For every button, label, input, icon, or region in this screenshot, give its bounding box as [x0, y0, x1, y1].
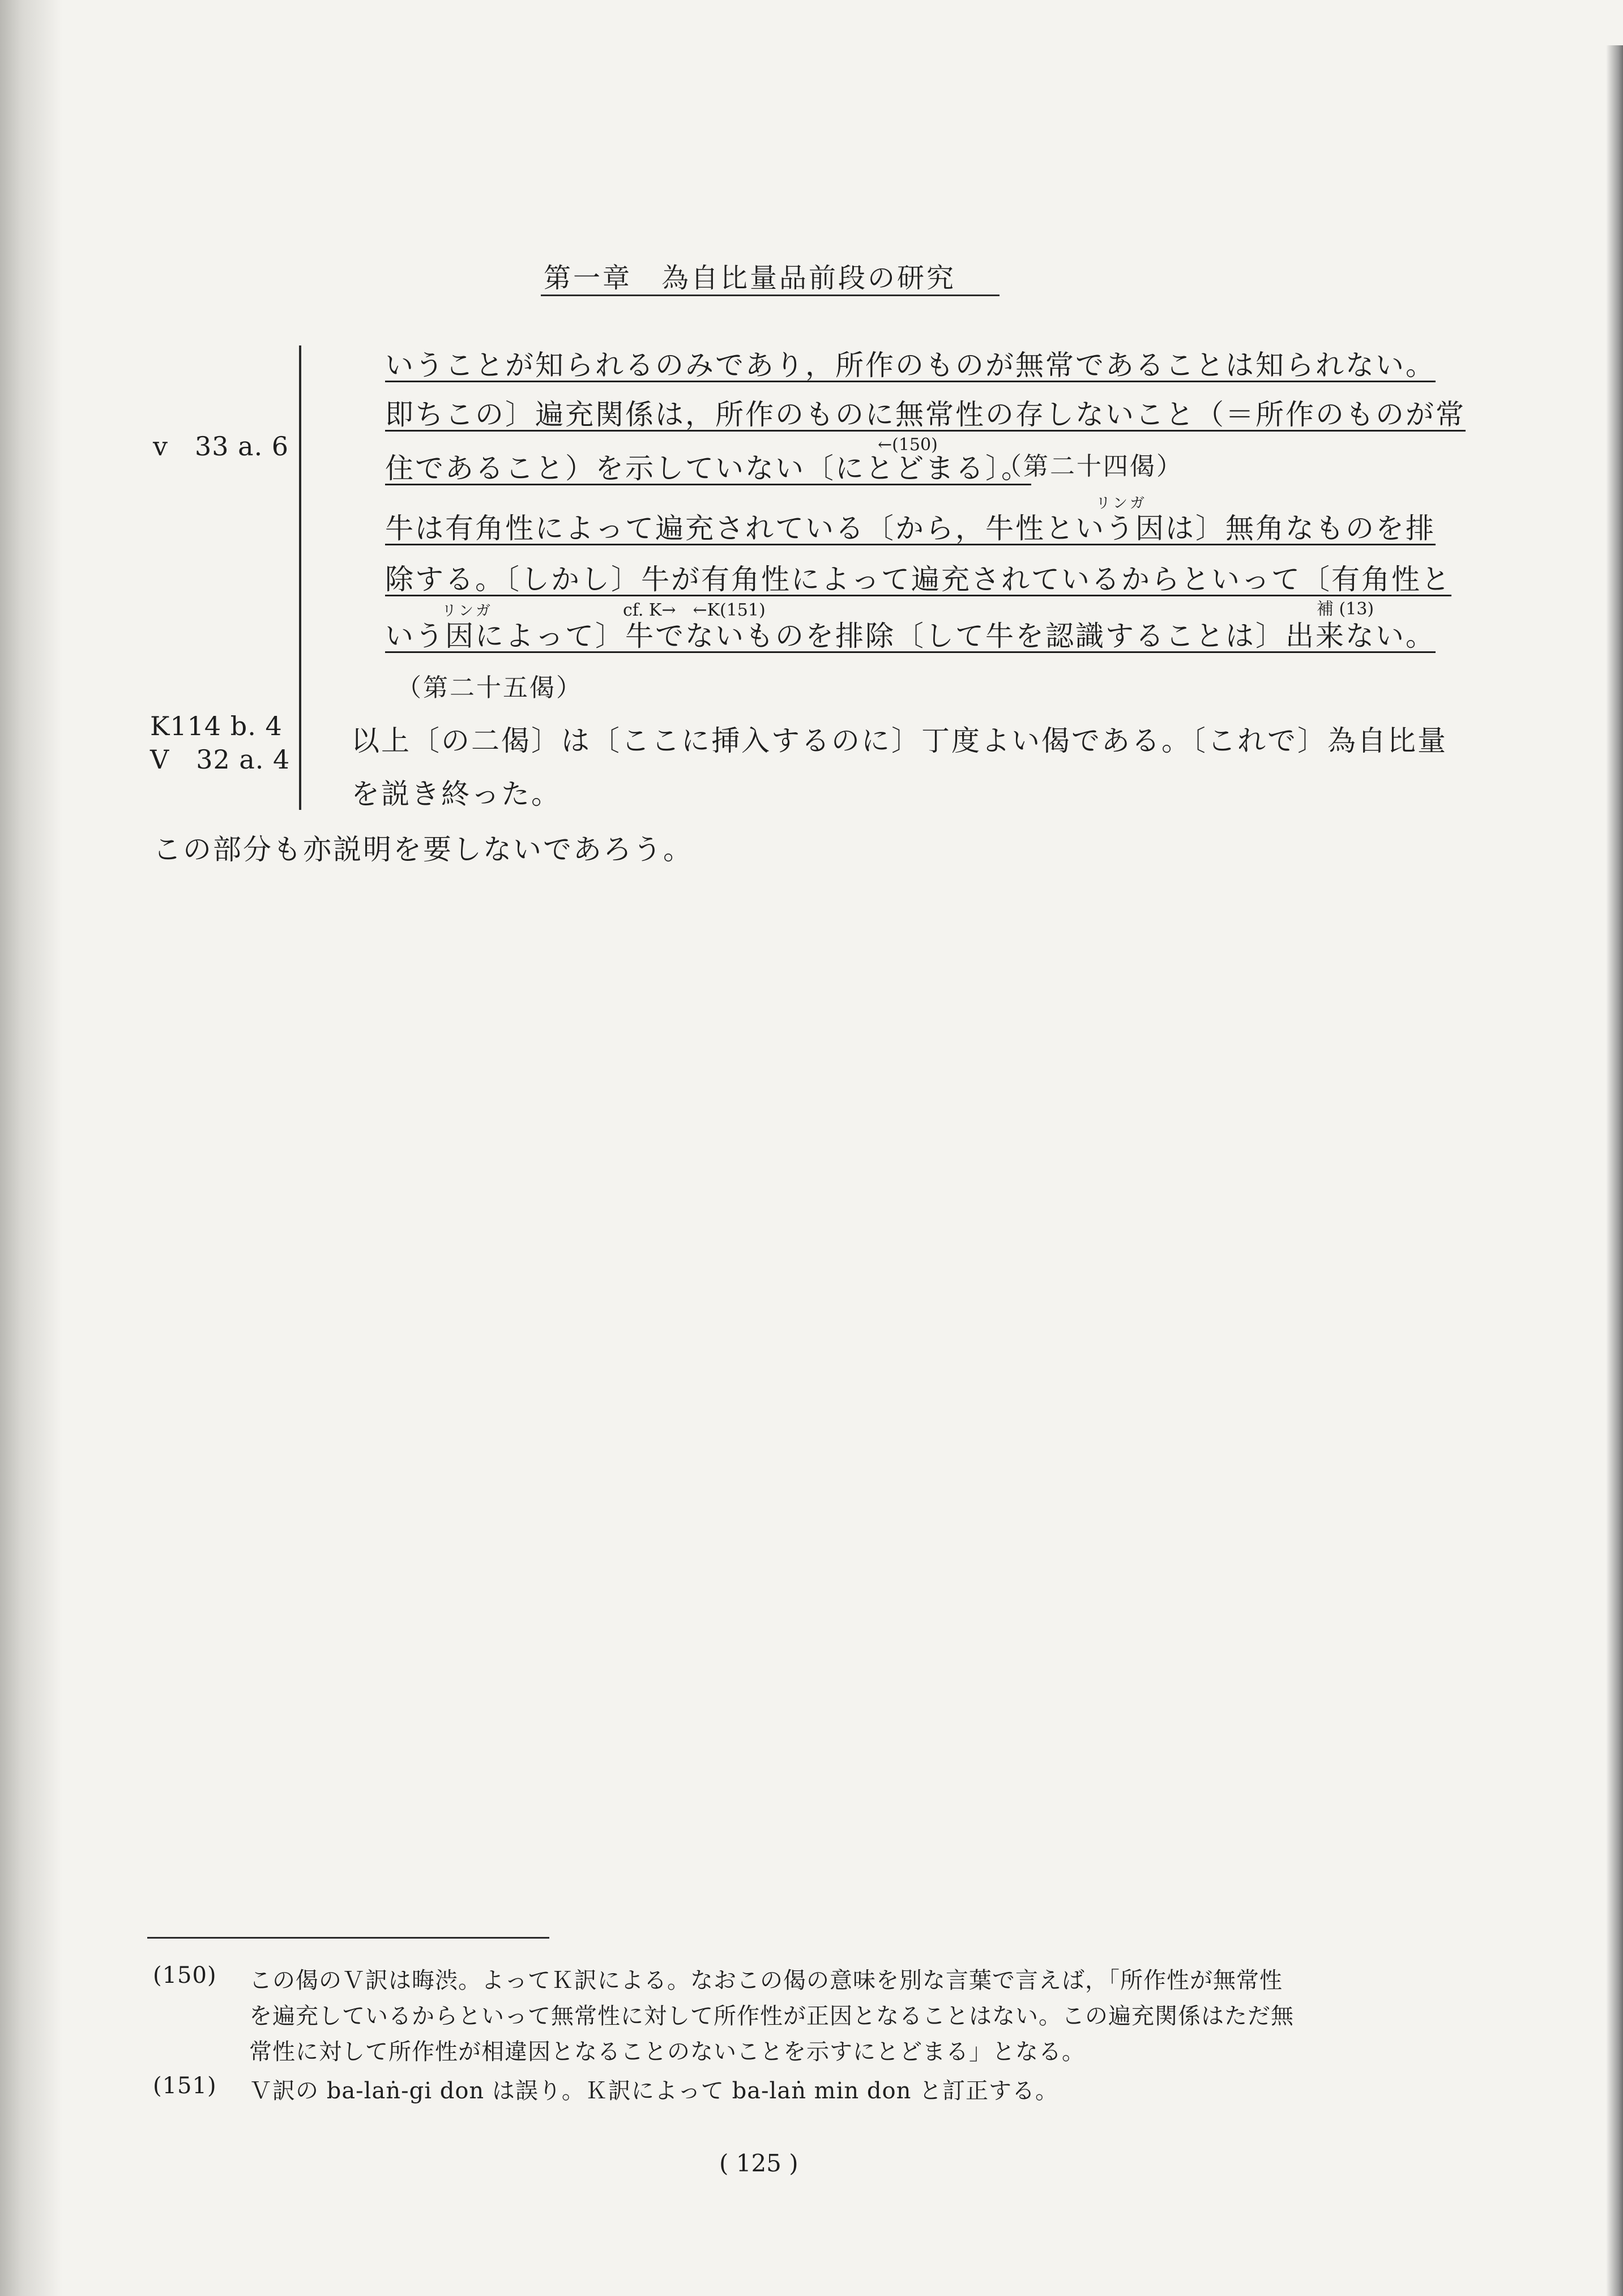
supplement-marker-13: 補 (13) — [1317, 599, 1374, 619]
paragraph-line-1: 以上〔の二偈〕は〔ここに挿入するのに〕丁度よい偈である。〔これで〕為自比量 — [351, 724, 1447, 757]
footnote-150-number: (150) — [153, 1962, 217, 1988]
footnote-151-number: (151) — [153, 2073, 217, 2099]
verse-line-1: いうことが知られるのみであり，所作のものが無常であることは知られない。 — [385, 349, 1436, 382]
cf-k-marker: cf. K→ ←K(151) — [623, 600, 766, 620]
verse-line-4: 牛は有角性によって遍充されている〔から，牛性という因は〕無角なものを排 — [385, 512, 1436, 545]
margin-ref-v33: v 33 a. 6 — [153, 431, 289, 462]
page-number: ( 125 ) — [719, 2149, 798, 2177]
verse-line-2: 即ちこの〕遍充関係は，所作のものに無常性の存しないこと（＝所作のものが常 — [385, 398, 1466, 431]
footnote-151-line: Ｖ訳の ba-laṅ-gi don は誤り。Ｋ訳によって ba-laṅ min don と訂正する。 — [249, 2078, 1059, 2104]
ruby-ringa-1: リンガ — [1096, 495, 1147, 512]
verse-line-6: いう因によって〕牛でないものを排除〔して牛を認識することは〕出来ない。 — [385, 620, 1436, 652]
verse-line-3: 住であること）を示していない〔にとどまる〕。 — [385, 452, 1031, 485]
verse-number-25: （第二十五偈） — [396, 673, 583, 702]
scan-shadow-left — [0, 0, 62, 2296]
margin-ref-v32: V 32 a. 4 — [150, 744, 291, 775]
verse-line-5: 除する。〔しかし〕牛が有角性によって遍充されているからといって〔有角性と — [385, 563, 1451, 596]
footnote-marker-150: ←(150) — [878, 435, 938, 455]
footnote-rule — [147, 1937, 549, 1939]
verse-number-24: （第二十四偈） — [997, 452, 1183, 481]
paragraph-line-2: を説き終った。 — [351, 778, 561, 810]
scan-shadow-right — [1606, 45, 1623, 2296]
commentary-line: この部分も亦説明を要しないであろう。 — [153, 833, 693, 866]
footnote-150-line-1: この偈のＶ訳は晦渋。よってＫ訳による。なおこの偈の意味を別な言葉で言えば，「所作性が無常性 — [249, 1968, 1283, 1994]
verse-margin-rule — [299, 345, 301, 810]
header-underline — [541, 295, 1000, 296]
footnote-150-line-2: を遍充しているからといって無常性に対して所作性が正因となることはない。この遍充関係はただ無 — [249, 2003, 1294, 2029]
footnote-150-line-3: 常性に対して所作性が相違因となることのないことを示すにとどまる」となる。 — [249, 2039, 1085, 2065]
margin-ref-k114: K114 b. 4 — [150, 711, 283, 741]
running-header: 第一章 為自比量品前段の研究 — [544, 262, 956, 294]
ruby-ringa-2: リンガ — [442, 603, 493, 620]
